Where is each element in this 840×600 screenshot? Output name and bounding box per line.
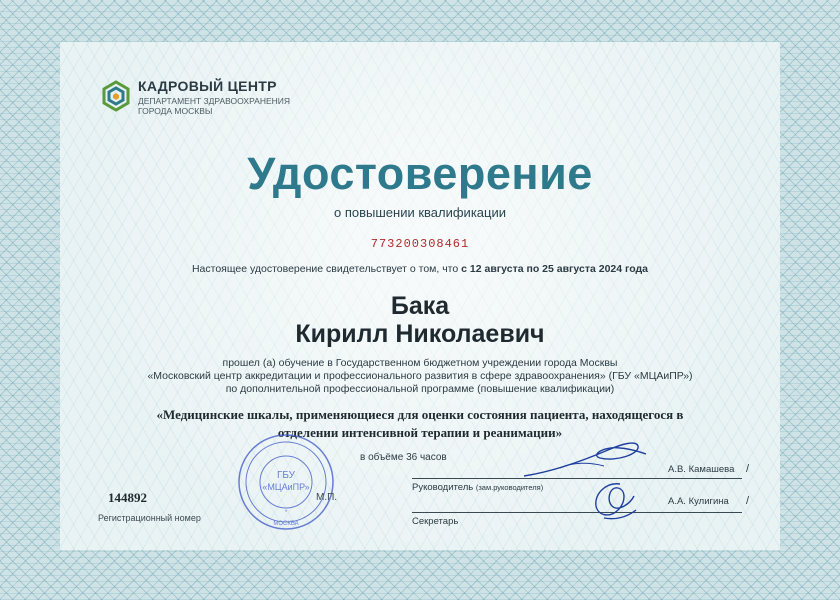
body-line-3: по дополнительной профессиональной программе (повышение квалификации) bbox=[225, 383, 615, 395]
registration-number: 144892 bbox=[108, 490, 147, 505]
head-signer-name: А.В. Камашева bbox=[668, 464, 735, 475]
logo-subtitle-line1: ДЕПАРТАМЕНТ ЗДРАВООХРАНЕНИЯ bbox=[138, 96, 291, 106]
hexagon-logo-icon bbox=[100, 80, 132, 112]
logo-title: КАДРОВЫЙ ЦЕНТР bbox=[138, 78, 277, 94]
stamp-text-mid: «МЦАиПР» bbox=[262, 482, 310, 492]
secretary-signature-scribble bbox=[586, 480, 646, 522]
stamp-star: * bbox=[284, 510, 288, 516]
head-role-label: Руководитель bbox=[412, 482, 474, 493]
secretary-signer-role: Секретарь bbox=[412, 516, 459, 527]
body-line-2: «Московский центр аккредитации и профессионального развития в сфере здравоохранения» (ГБУ «МЦАиПР») bbox=[147, 370, 693, 382]
certify-period: с 12 августа по 25 августа 2024 года bbox=[461, 263, 649, 275]
person-name: Кирилл Николаевич bbox=[295, 320, 545, 348]
head-signature-scribble bbox=[520, 432, 650, 484]
body-line-1: прошел (а) обучение в Государственном бюджетном учреждении города Москвы bbox=[222, 357, 618, 369]
logo-subtitle bbox=[138, 96, 298, 116]
logo-subtitle-line2: ГОРОДА МОСКВЫ bbox=[138, 106, 213, 116]
certify-line bbox=[0, 263, 840, 275]
head-signer-slash: / bbox=[746, 463, 750, 475]
secretary-signer-name: А.А. Кулигина bbox=[668, 496, 729, 507]
hours-volume: в объёме 36 часов bbox=[360, 452, 447, 463]
person-surname: Бака bbox=[390, 292, 450, 320]
serial-number: 773200308461 bbox=[370, 237, 470, 251]
certificate-title: Удостоверение bbox=[247, 148, 593, 199]
stamp-text-top: ГБУ bbox=[276, 470, 296, 481]
certify-text: Настоящее удостоверение свидетельствует о том, что bbox=[191, 263, 459, 275]
program-title-line-2: отделении интенсивной терапии и реанимации» bbox=[277, 425, 563, 440]
kadrovy-center-logo bbox=[100, 78, 300, 122]
stamp-mp-label: М.П. bbox=[316, 492, 338, 503]
certificate-subtitle: о повышении квалификации bbox=[334, 205, 506, 220]
secretary-signature-line bbox=[412, 512, 742, 513]
official-stamp bbox=[236, 432, 336, 532]
secretary-signer-slash: / bbox=[746, 495, 750, 507]
stamp-text-bottom: МОСКВА bbox=[273, 521, 299, 527]
program-title-line-1: «Медицинские шкалы, применяющиеся для оценки состояния пациента, находящегося в bbox=[156, 407, 684, 422]
head-role-note: (зам.руководителя) bbox=[475, 483, 544, 492]
registration-label: Регистрационный номер bbox=[98, 513, 201, 523]
